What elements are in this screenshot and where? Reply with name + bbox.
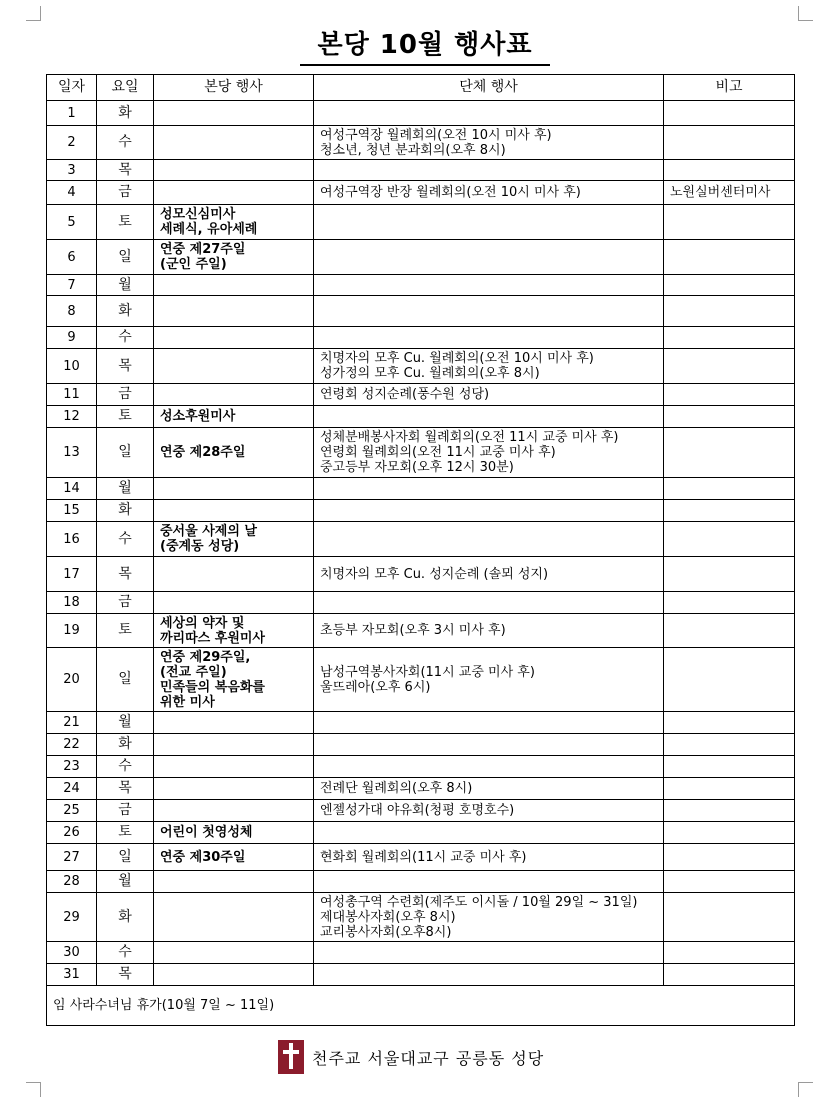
date-cell: 23 [47,756,97,778]
table-row [47,734,795,756]
parish-event-cell [154,778,314,800]
weekday-cell: 금 [97,181,154,205]
weekday-cell: 토 [97,205,154,240]
weekday-cell: 일 [97,844,154,871]
parish-event-cell [154,275,314,296]
weekday-cell: 수 [97,756,154,778]
group-event-line: 치명자의 모후 Cu. 월례회의(오전 10시 미사 후) [320,351,594,366]
date-cell: 1 [47,101,97,126]
group-event-cell [314,296,664,327]
weekday-cell: 수 [97,327,154,349]
parish-footer [278,1040,578,1074]
table-row [47,778,795,800]
group-event-cell [314,844,664,871]
date-cell: 17 [47,557,97,592]
group-event-line: 제대봉사자회(오후 8시) [320,909,456,925]
date-cell: 18 [47,592,97,614]
remarks-cell: 노원실버센터미사 [664,181,795,205]
group-event-cell [314,800,664,822]
date-cell: 7 [47,275,97,296]
group-event-cell [314,712,664,734]
group-event-cell [314,160,664,181]
weekday-cell: 토 [97,406,154,428]
table-row [47,942,795,964]
header-day: 요일 [97,75,154,101]
date-cell: 15 [47,500,97,522]
date-cell: 8 [47,296,97,327]
group-event-cell [314,778,664,800]
group-event-line: 연령회 성지순례(풍수원 성당) [320,387,490,402]
group-event-line: 치명자의 모후 Cu. 성지순례 (솔뫼 성지) [320,566,549,582]
weekday-cell: 일 [97,648,154,712]
group-event-cell [314,275,664,296]
group-event-line: 중고등부 자모회(오후 12시 30분) [320,460,514,475]
date-cell: 3 [47,160,97,181]
date-cell: 9 [47,327,97,349]
table-row [47,500,795,522]
remarks-cell [664,822,795,844]
group-event-line: 남성구역봉사자회(11시 교중 미사 후) [320,664,535,680]
table-row [47,893,795,942]
parish-event-cell [154,756,314,778]
remarks-cell [664,756,795,778]
parish-event-line: (군인 주일) [160,257,227,272]
remarks-cell [664,800,795,822]
parish-event-cell [154,327,314,349]
table-row [47,614,795,648]
table-row [47,800,795,822]
date-cell: 5 [47,205,97,240]
parish-event-line: (전교 주일) [160,664,227,680]
group-event-cell [314,822,664,844]
group-event-line: 여성총구역 수련회(제주도 이시돌 / 10월 29일 ~ 31일) [320,894,638,910]
weekday-cell: 금 [97,592,154,614]
date-cell: 6 [47,240,97,275]
remarks-cell [664,384,795,406]
table-row [47,275,795,296]
weekday-cell: 월 [97,275,154,296]
footnote: 임 사라수녀님 휴가(10월 7일 ~ 11일) [47,986,795,1026]
group-event-cell [314,101,664,126]
group-event-line: 현화회 월례회의(11시 교중 미사 후) [320,849,527,865]
parish-event-line: 민족들의 복음화를 [160,679,265,695]
remarks-cell [664,648,795,712]
weekday-cell: 목 [97,778,154,800]
remarks-cell [664,240,795,275]
group-event-line: 교리봉사자회(오후8시) [320,924,452,940]
date-cell: 22 [47,734,97,756]
group-event-cell [314,942,664,964]
header-date: 일자 [47,75,97,101]
table-row [47,126,795,160]
schedule-table [46,74,795,1026]
parish-event-cell [154,712,314,734]
table-row [47,406,795,428]
parish-event-line: 성소후원미사 [160,409,236,424]
group-event-cell [314,478,664,500]
group-event-line: 성가정의 모후 Cu. 월례회의(오후 8시) [320,366,540,381]
parish-event-line: 어린이 첫영성체 [160,825,253,840]
weekday-cell: 토 [97,614,154,648]
date-cell: 10 [47,349,97,384]
parish-event-cell [154,160,314,181]
group-event-cell [314,893,664,942]
date-cell: 28 [47,871,97,893]
parish-event-line: 위한 미사 [160,694,215,710]
parish-event-cell [154,648,314,712]
parish-event-cell [154,614,314,648]
group-event-cell [314,384,664,406]
table-row [47,964,795,986]
table-row [47,822,795,844]
remarks-cell [664,871,795,893]
group-event-cell [314,557,664,592]
remarks-cell [664,964,795,986]
remarks-cell [664,275,795,296]
weekday-cell: 목 [97,349,154,384]
table-row [47,327,795,349]
parish-event-cell [154,205,314,240]
group-event-cell [314,756,664,778]
remarks-cell [664,592,795,614]
group-event-cell [314,406,664,428]
weekday-cell: 화 [97,296,154,327]
parish-event-cell [154,384,314,406]
date-cell: 24 [47,778,97,800]
crop-mark-bottom-left [26,1082,41,1097]
date-cell: 20 [47,648,97,712]
parish-event-line: 연중 제29주일, [160,649,251,665]
table-row [47,428,795,478]
parish-event-cell [154,500,314,522]
parish-event-cell [154,592,314,614]
table-row [47,522,795,557]
date-cell: 19 [47,614,97,648]
parish-event-cell [154,964,314,986]
parish-name: 천주교 서울대교구 공릉동 성당 [312,1048,545,1068]
weekday-cell: 목 [97,964,154,986]
remarks-cell [664,500,795,522]
header-row [47,75,795,101]
remarks-cell [664,734,795,756]
remarks-cell [664,296,795,327]
weekday-cell: 수 [97,126,154,160]
group-event-cell [314,240,664,275]
parish-event-line: 중서울 사제의 날 [160,524,257,539]
group-event-line: 초등부 자모회(오후 3시 미사 후) [320,623,506,638]
parish-event-cell [154,181,314,205]
crop-mark-bottom-right [798,1082,813,1097]
remarks-cell [664,101,795,126]
date-cell: 21 [47,712,97,734]
date-cell: 31 [47,964,97,986]
header-remarks: 비고 [664,75,795,101]
weekday-cell: 월 [97,871,154,893]
group-event-cell [314,592,664,614]
remarks-cell [664,126,795,160]
remarks-cell [664,893,795,942]
table-row [47,240,795,275]
parish-event-cell [154,522,314,557]
table-row [47,871,795,893]
parish-event-cell [154,893,314,942]
group-event-cell [314,734,664,756]
parish-event-cell [154,844,314,871]
group-event-cell [314,181,664,205]
group-event-cell [314,500,664,522]
table-row [47,712,795,734]
weekday-cell: 화 [97,500,154,522]
weekday-cell: 수 [97,522,154,557]
remarks-cell [664,478,795,500]
parish-event-cell [154,478,314,500]
weekday-cell: 토 [97,822,154,844]
group-event-cell [314,614,664,648]
table-row [47,756,795,778]
weekday-cell: 금 [97,800,154,822]
group-event-cell [314,327,664,349]
remarks-cell [664,522,795,557]
group-event-line: 연령회 월례회의(오전 11시 교중 미사 후) [320,445,556,460]
remarks-cell [664,778,795,800]
parish-event-cell [154,406,314,428]
date-cell: 29 [47,893,97,942]
parish-event-cell [154,349,314,384]
date-cell: 14 [47,478,97,500]
table-row [47,592,795,614]
parish-event-cell [154,800,314,822]
group-event-line: 여성구역장 월례회의(오전 10시 미사 후) [320,127,552,143]
group-event-cell [314,648,664,712]
crop-mark-top-right [798,6,813,21]
group-event-line: 여성구역장 반장 월례회의(오전 10시 미사 후) [320,185,581,200]
footnote-row [47,986,795,1026]
date-cell: 11 [47,384,97,406]
table-row [47,349,795,384]
weekday-cell: 일 [97,240,154,275]
weekday-cell: 화 [97,734,154,756]
parish-event-cell [154,126,314,160]
weekday-cell: 목 [97,557,154,592]
date-cell: 4 [47,181,97,205]
group-event-cell [314,126,664,160]
weekday-cell: 월 [97,712,154,734]
date-cell: 12 [47,406,97,428]
remarks-cell [664,327,795,349]
group-event-cell [314,522,664,557]
remarks-cell [664,712,795,734]
date-cell: 27 [47,844,97,871]
remarks-cell [664,942,795,964]
weekday-cell: 금 [97,384,154,406]
table-row [47,557,795,592]
parish-event-cell [154,428,314,478]
table-row [47,181,795,205]
table-row [47,478,795,500]
group-event-cell [314,871,664,893]
header-parish-events: 본당 행사 [154,75,314,101]
page-title: 본당 10월 행사표 [300,28,550,66]
parish-event-cell [154,734,314,756]
parish-event-line: 연중 제28주일 [160,445,246,460]
remarks-cell [664,205,795,240]
parish-logo [278,1040,304,1074]
remarks-cell [664,160,795,181]
weekday-cell: 일 [97,428,154,478]
remarks-cell [664,844,795,871]
table-row [47,384,795,406]
header-group-events: 단체 행사 [314,75,664,101]
parish-event-line: 세상의 약자 및 [160,615,245,631]
remarks-cell [664,406,795,428]
remarks-cell [664,428,795,478]
group-event-cell [314,205,664,240]
parish-event-line: 연중 제27주일 [160,242,246,257]
parish-event-cell [154,557,314,592]
group-event-line: 엔젤성가대 야유회(청평 호명호수) [320,803,515,818]
table-row [47,160,795,181]
group-event-cell [314,428,664,478]
parish-event-line: (중계동 성당) [160,539,240,554]
date-cell: 26 [47,822,97,844]
table-row [47,296,795,327]
weekday-cell: 수 [97,942,154,964]
group-event-line: 전례단 월례회의(오후 8시) [320,781,473,796]
remarks-cell [664,349,795,384]
weekday-cell: 월 [97,478,154,500]
table-row [47,101,795,126]
weekday-cell: 목 [97,160,154,181]
date-cell: 13 [47,428,97,478]
parish-event-cell [154,240,314,275]
date-cell: 25 [47,800,97,822]
remarks-cell [664,557,795,592]
date-cell: 2 [47,126,97,160]
parish-event-cell [154,822,314,844]
parish-event-cell [154,942,314,964]
date-cell: 30 [47,942,97,964]
group-event-cell [314,349,664,384]
table-row [47,205,795,240]
parish-event-line: 성모신심미사 [160,207,236,222]
group-event-line: 청소년, 청년 분과회의(오후 8시) [320,142,506,158]
table-row [47,648,795,712]
weekday-cell: 화 [97,893,154,942]
group-event-line: 울뜨레아(오후 6시) [320,679,431,695]
parish-event-cell [154,101,314,126]
weekday-cell: 화 [97,101,154,126]
parish-event-line: 연중 제30주일 [160,849,246,865]
parish-event-cell [154,296,314,327]
parish-event-cell [154,871,314,893]
date-cell: 16 [47,522,97,557]
group-event-cell [314,964,664,986]
parish-event-line: 까리따스 후원미사 [160,630,265,646]
group-event-line: 성체분배봉사자회 월례회의(오전 11시 교중 미사 후) [320,430,619,445]
remarks-cell [664,614,795,648]
table-row [47,844,795,871]
crop-mark-top-left [26,6,41,21]
parish-event-line: 세례식, 유아세례 [160,222,258,237]
